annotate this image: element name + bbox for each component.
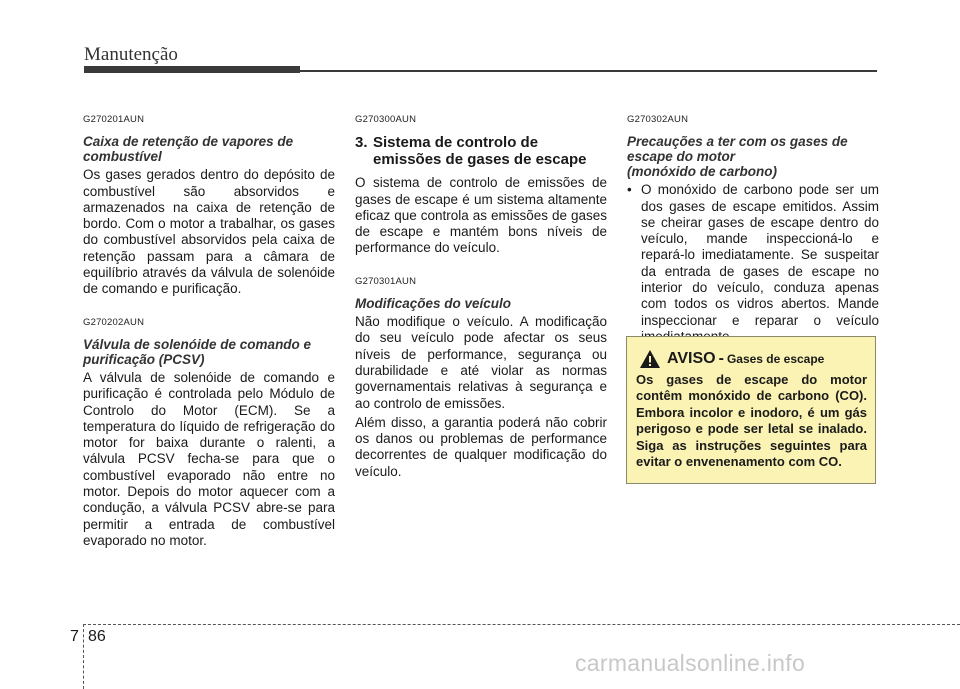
bullet-text: O monóxido de carbono pode ser um dos gases de escape emitidos. Assim se cheirar gases de escape dentro do veículo, mande inspeccioná-lo e repará-lo imediatamente. Se suspeitar da entrada de gases de escape no interior do veículo, conduza apenas com todos os vidros abertos. Mande inspeccionar e reparar o veículo bbox=[641, 182, 879, 328]
paragraph: O sistema de controlo de emissões de gases de escape é um sistema altamente eficaz que controla as emissões de gases de escape e mantém bons níveis de performance do veículo. bbox=[355, 175, 607, 256]
watermark: carmanualsonline.info bbox=[575, 650, 806, 676]
footer-divider bbox=[83, 624, 960, 625]
warning-word: AVISO bbox=[667, 350, 716, 367]
paragraph: A válvula de solenóide de comando e purificação é controlada pelo Módulo de Controlo do Motor (ECM). Se a temperatura do líquido de refrigeração do motor for baixa durante o ralenti, a válvula PCSV fecha-se para que o combustível evaporado não entre no motor. Depois do motor aquecer com a condução, a válvula PCSV abre-se para permitir a entrada de combustível evaporado no motor. bbox=[83, 369, 335, 548]
subheading-line: (monóxido de carbono) bbox=[627, 164, 777, 180]
section-code: G270201AUN bbox=[83, 114, 145, 125]
page-header-title: Manutenção bbox=[84, 44, 178, 65]
subheading-line: combustível bbox=[83, 149, 162, 165]
footer-vertical-divider bbox=[83, 624, 84, 689]
section-code: G270300AUN bbox=[355, 114, 417, 125]
page-number: 86 bbox=[88, 628, 106, 645]
header-bar-thin bbox=[300, 70, 877, 72]
paragraph: Não modifique o veículo. A modificação do seu veículo pode afectar os seus níveis de performance, segurança ou durabilidade e até violar as normas governamentais relativas à segurança e ao controlo de emissões. bbox=[355, 314, 607, 411]
warning-triangle-icon bbox=[639, 349, 661, 369]
chapter-number: 7 bbox=[70, 628, 79, 645]
subheading-line: Válvula de solenóide de comando e bbox=[83, 336, 312, 352]
subheading-line: Caixa de retenção de vapores de bbox=[83, 134, 294, 150]
bullet-item bbox=[627, 182, 879, 345]
warning-dash: - bbox=[718, 350, 724, 367]
subheading-line: purificação (PCSV) bbox=[83, 351, 205, 367]
subheading-line: escape do motor bbox=[627, 149, 736, 165]
section-title-line: Sistema de controlo de bbox=[373, 134, 539, 152]
paragraph: Além disso, a garantia poderá não cobrir os danos ou problemas de performance decorrentes de qualquer modificação do veículo. bbox=[355, 414, 607, 479]
paragraph: Os gases gerados dentro do depósito de combustível são absorvidos e armazenados na caixa de retenção de bordo. Com o motor a trabalhar, os gases do combustível absorvidos pela caixa de retenção passam para a câmara de equilíbrio através da válvula de solenóide de comando e purificação. bbox=[83, 167, 335, 297]
subheading-vehicle-modifications: Modificações do veículo bbox=[355, 296, 512, 312]
subheading-pcsv bbox=[83, 337, 335, 367]
column-left bbox=[83, 112, 335, 552]
column-right bbox=[627, 112, 879, 345]
section-code: G270202AUN bbox=[83, 316, 145, 328]
header-bar-thick bbox=[84, 66, 300, 73]
section-code: G270302AUN bbox=[627, 114, 689, 125]
warning-box bbox=[626, 336, 876, 484]
warning-body: Os gases de escape do motor contêm monóxido de carbono (CO). Embora incolor e inodoro, é um gás perigoso e pode ser letal se inalado. Siga as instruções seguintes para evitar o envenenamento com CO. bbox=[636, 372, 867, 470]
section-number: 3. bbox=[355, 134, 368, 152]
subheading-line: Precauções a ter com os gases de bbox=[627, 134, 848, 150]
section-title-emissions bbox=[355, 134, 607, 168]
warning-subtitle: Gases de escape bbox=[726, 352, 825, 366]
section-code: G270301AUN bbox=[355, 275, 417, 287]
bullet-dot: • bbox=[627, 182, 632, 198]
column-middle bbox=[355, 112, 607, 483]
subheading-vapor-canister bbox=[83, 134, 335, 164]
subheading-exhaust-precautions bbox=[627, 134, 879, 179]
section-title-line: emissões de gases de escape bbox=[373, 151, 587, 169]
warning-header bbox=[636, 349, 867, 369]
